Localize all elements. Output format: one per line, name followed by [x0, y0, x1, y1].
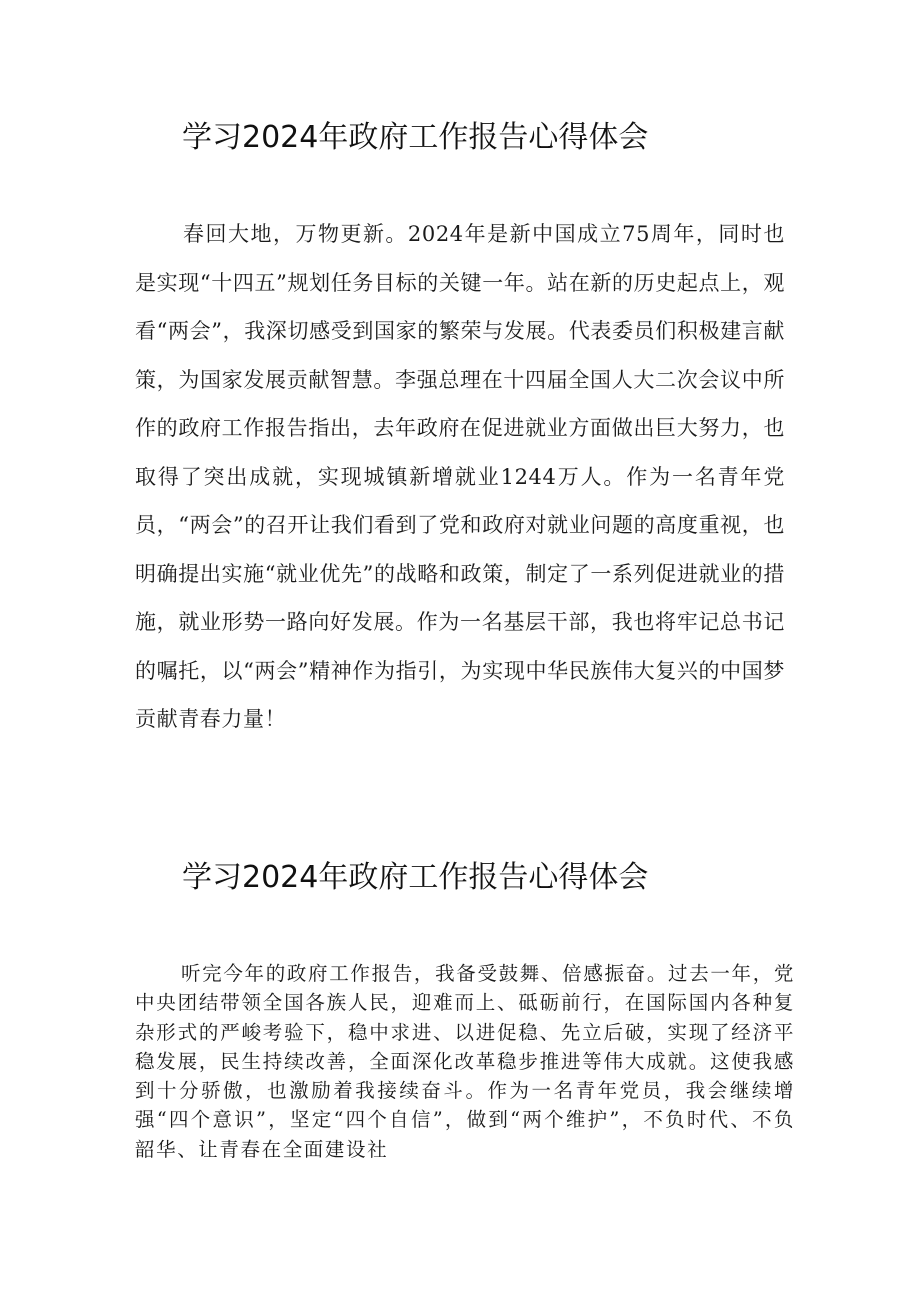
section-2-paragraph: 听完今年的政府工作报告，我备受鼓舞、倍感振奋。过去一年，党中央团结带领全国各族人民，迎难而上、砥砺前行，在国际国内各种复杂形式的严峻考验下，稳中求进、以进促稳、先立后破，实现了经济平稳发展，民生持续改善，全面深化改革稳步推进等伟大成就。这使我感到十分骄傲，也激励着我接续奋斗。作为一名青年党员，我会继续增强“四个意识”，坚定“四个自信”，做到“两个维护”，不负时代、不负韶华、让青春在全面建设社	[135, 962, 795, 1161]
section-2-title: 学习2024年政府工作报告心得体会	[182, 860, 649, 895]
section-1-paragraph: 春回大地，万物更新。2024年是新中国成立75周年，同时也是实现“十四五”规划任务目标的关键一年。站在新的历史起点上，观看“两会”，我深切感受到国家的繁荣与发展。代表委员们积极建言献策，为国家发展贡献智慧。李强总理在十四届全国人大二次会议中所作的政府工作报告指出，去年政府在促进就业方面做出巨大努力，也取得了突出成就，实现城镇新增就业1244万人。作为一名青年党员，“两会”的召开让我们看到了党和政府对就业问题的高度重视，也明确提出实施“就业优先”的战略和政策，制定了一系列促进就业的措施，就业形势一路向好发展。作为一名基层干部，我也将牢记总书记的嘱托，以“两会”精神作为指引，为实现中华民族伟大复兴的中国梦贡献青春力量！	[135, 222, 785, 731]
section-1-title: 学习2024年政府工作报告心得体会	[182, 120, 649, 155]
